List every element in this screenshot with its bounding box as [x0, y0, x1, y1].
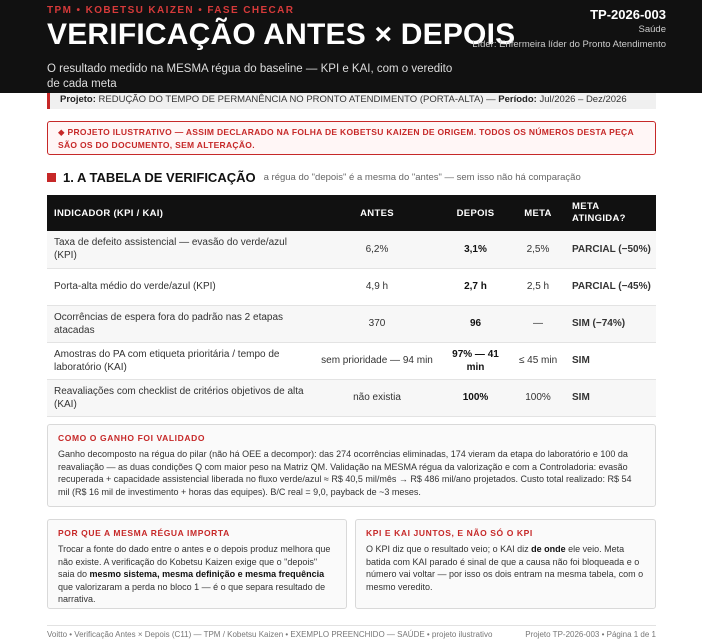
table-row: [47, 268, 656, 305]
kpi-kai-text-2: ele veio. Meta batida com KAI parado é sinal de que a causa não foi bloqueada e o número vai voltar — por isso os dois entram na mesma tabela, com o mesmo veredito.: [366, 544, 644, 592]
cell-target: —: [510, 305, 566, 342]
project-label: Projeto:: [60, 94, 96, 105]
cell-after: 2,7 h: [441, 268, 510, 305]
header-kicker: TPM • KOBETSU KAIZEN • FASE CHECAR: [47, 5, 295, 16]
cell-indicator: Taxa de defeito assistencial — evasão do verde/azul (KPI): [47, 231, 313, 268]
cell-before: não existia: [313, 379, 441, 416]
table-row: [47, 379, 656, 416]
document-sector: Saúde: [638, 24, 666, 35]
document-leader: Líder: Enfermeira líder do Pronto Atendimento: [472, 39, 666, 50]
kpi-kai-text-1: O KPI diz que o resultado veio; o KAI diz: [366, 544, 532, 554]
page-subtitle: O resultado medido na MESMA régua do baseline — KPI e KAI, com o veredito de cada meta: [47, 63, 453, 90]
cell-met-status: PARCIAL (−50%): [566, 231, 656, 268]
document-code: TP-2026-003: [590, 7, 666, 22]
project-line: Projeto: REDUÇÃO DO TEMPO DE PERMANÊNCIA NO PRONTO ATENDIMENTO (PORTA-ALTA) — Período: Jul/2026 – Dez/2026: [47, 93, 656, 109]
cell-met-status: SIM (−74%): [566, 305, 656, 342]
cell-target: 2,5 h: [510, 268, 566, 305]
page-footer: [47, 625, 656, 639]
section-1-heading: [47, 169, 581, 185]
cell-before: 6,2%: [313, 231, 441, 268]
cell-indicator: Ocorrências de espera fora do padrão nas 2 etapas atacadas: [47, 305, 313, 342]
same-ruler-box: [47, 519, 347, 609]
footer-right: Projeto TP-2026-003 • Página 1 de 1: [525, 630, 656, 639]
col-header-met: META ATINGIDA?: [566, 195, 656, 231]
section-1-note: a régua do "depois" é a mesma do "antes" — sem isso não há comparação: [263, 171, 581, 183]
cell-target: 2,5%: [510, 231, 566, 268]
page-header: [0, 0, 702, 93]
verification-table: [47, 195, 656, 417]
same-ruler-box-title: POR QUE A MESMA RÉGUA IMPORTA: [58, 528, 230, 538]
same-ruler-text-1: Trocar a fonte do dado entre o antes e o depois produz melhora que não existe. A verificação do Kobetsu Kaizen exige que o "depois" saia do: [58, 544, 331, 579]
project-period: Jul/2026 – Dez/2026: [539, 94, 627, 105]
page-title: VERIFICAÇÃO ANTES × DEPOIS: [47, 18, 516, 51]
gain-box-text: Ganho decomposto na régua do pilar (não há OEE a decompor): das 274 ocorrências eliminadas, 174 vieram da etapa do laboratório e 100 da reavaliação — as duas condições Q com maior peso na Matriz QM. Validação na MESMA régua da valorização e com a Controladoria: evasão recuperada + capacidade assistencial liberada no fluxo verde/azul ≈ R$ 40,5 mil/mês → R$ 486 mil/ano projetados. Custo total realizado: R$ 54 mil (R$ 16 mil de investimento + horas das equipes). B/C real = 9,0, payback de ~3 meses.: [58, 449, 632, 497]
cell-after: 96: [441, 305, 510, 342]
cell-indicator: Reavaliações com checklist de critérios objetivos de alta (KAI): [47, 379, 313, 416]
kpi-kai-box-text: [366, 543, 645, 593]
cell-after: 3,1%: [441, 231, 510, 268]
project-name: REDUÇÃO DO TEMPO DE PERMANÊNCIA NO PRONTO ATENDIMENTO (PORTA-ALTA): [98, 94, 484, 105]
cell-met-status: PARCIAL (−45%): [566, 268, 656, 305]
illustrative-warning: ◆ PROJETO ILUSTRATIVO — ASSIM DECLARADO NA FOLHA DE KOBETSU KAIZEN DE ORIGEM. TODOS OS NÚMEROS DESTA PEÇA SÃO OS DO DOCUMENTO, SEM ALTERAÇÃO.: [47, 121, 656, 155]
col-header-target: META: [510, 195, 566, 231]
col-header-indicator: INDICADOR (KPI / KAI): [47, 195, 313, 231]
gain-validation-box: [47, 424, 656, 507]
gain-box-title: COMO O GANHO FOI VALIDADO: [58, 433, 206, 443]
section-1-title: 1. A TABELA DE VERIFICAÇÃO: [63, 169, 256, 185]
period-label: Período:: [498, 94, 537, 105]
cell-target: ≤ 45 min: [510, 342, 566, 379]
kpi-kai-box-title: KPI E KAI JUNTOS, E NÃO SÓ O KPI: [366, 528, 533, 538]
cell-after: 100%: [441, 379, 510, 416]
table-row: [47, 231, 656, 268]
table-row: [47, 305, 656, 342]
cell-indicator: Amostras do PA com etiqueta prioritária / tempo de laboratório (KAI): [47, 342, 313, 379]
cell-after: 97% — 41 min: [441, 342, 510, 379]
section-marker: [47, 173, 56, 182]
table-row: [47, 342, 656, 379]
cell-before: sem prioridade — 94 min: [313, 342, 441, 379]
cell-met-status: SIM: [566, 342, 656, 379]
cell-target: 100%: [510, 379, 566, 416]
cell-before: 370: [313, 305, 441, 342]
cell-indicator: Porta-alta médio do verde/azul (KPI): [47, 268, 313, 305]
same-ruler-text-bold: mesmo sistema, mesma definição e mesma frequência: [89, 569, 325, 579]
same-ruler-text-2: que valorizaram a perda no bloco 1 — é o que separa resultado de narrativa.: [58, 581, 326, 604]
cell-met-status: SIM: [566, 379, 656, 416]
footer-left: Voitto • Verificação Antes × Depois (C11) — TPM / Kobetsu Kaizen • EXEMPLO PREENCHIDO — SAÚDE • projeto ilustrativo: [47, 630, 493, 639]
cell-before: 4,9 h: [313, 268, 441, 305]
kpi-kai-text-bold: de onde: [531, 544, 566, 554]
table-header-row: [47, 195, 656, 231]
col-header-after: DEPOIS: [441, 195, 510, 231]
same-ruler-box-text: [58, 543, 336, 606]
col-header-before: ANTES: [313, 195, 441, 231]
kpi-kai-box: [355, 519, 656, 609]
